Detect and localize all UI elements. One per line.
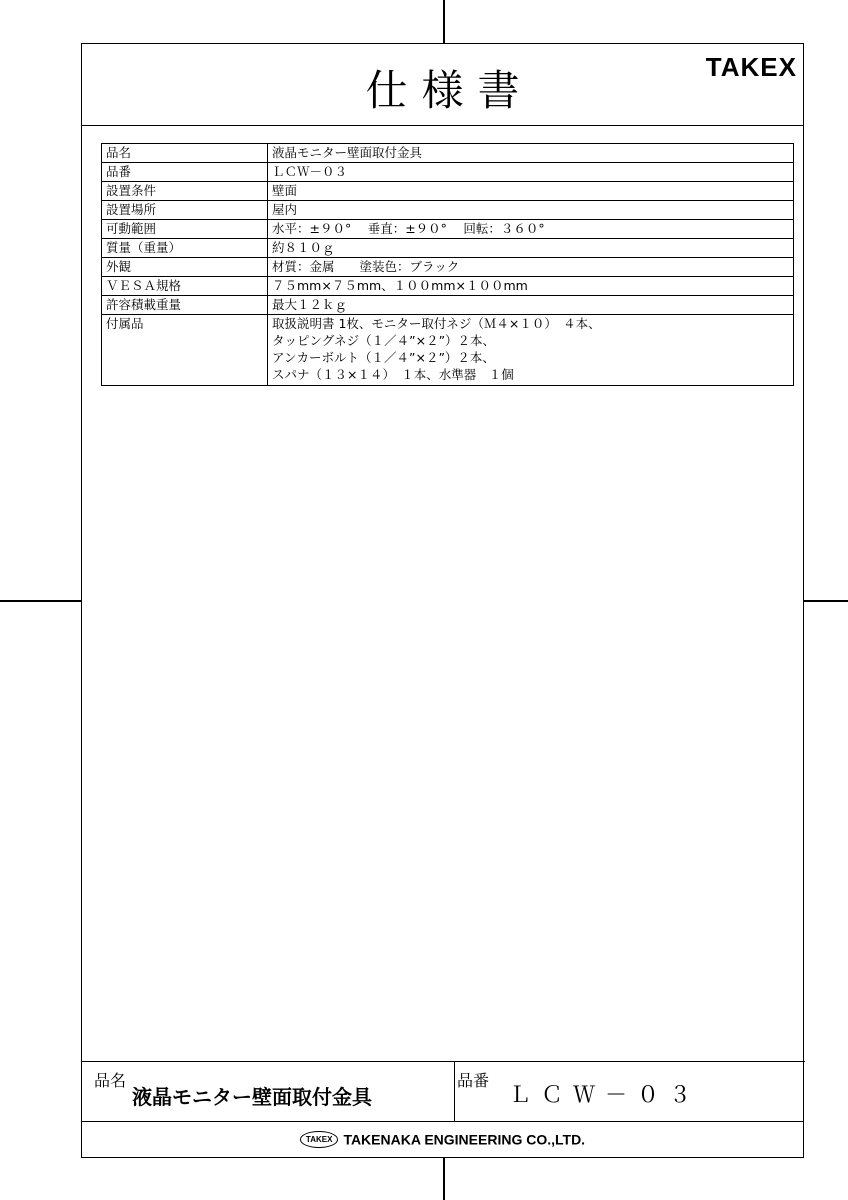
row-value: 水平：±９０° 垂直：±９０° 回転：３６０° xyxy=(268,220,794,239)
table-row xyxy=(102,201,794,220)
crop-mark-left xyxy=(0,600,81,602)
row-value: 液晶モニター壁面取付金具 xyxy=(268,144,794,163)
row-value: ＬＣＷ－０３ xyxy=(268,163,794,182)
accessory-line: タッピングネジ（１／４”×２”）２本、 xyxy=(272,333,496,348)
row-label: 設置場所 xyxy=(102,201,268,220)
row-label: 可動範囲 xyxy=(102,220,268,239)
row-label: 質量（重量） xyxy=(102,239,268,258)
footer-number-value: ＬＣＷ－０３ xyxy=(509,1083,702,1108)
row-value: 壁面 xyxy=(268,182,794,201)
takex-oval-logo: TAKEX xyxy=(300,1131,339,1148)
row-value: 材質：金属 塗装色：ブラック xyxy=(268,258,794,277)
company-bar xyxy=(82,1121,803,1158)
row-value: 約８１０ｇ xyxy=(268,239,794,258)
row-label: 外観 xyxy=(102,258,268,277)
header xyxy=(82,44,803,126)
document-title: 仕様書 xyxy=(365,66,534,115)
footer-product-number xyxy=(455,1061,805,1121)
footer-number-label: 品番 xyxy=(457,1071,490,1090)
row-label: 付属品 xyxy=(102,315,268,386)
company-name: TAKENAKA ENGINEERING CO.,LTD. xyxy=(343,1131,586,1148)
row-label: 許容積載重量 xyxy=(102,296,268,315)
table-row xyxy=(102,296,794,315)
footer-name-label: 品名 xyxy=(94,1071,127,1090)
brand-logo: TAKEX xyxy=(705,52,797,82)
table-row xyxy=(102,258,794,277)
footer-product-name xyxy=(82,1061,455,1121)
accessory-line: アンカーボルト（１／４”×２”）２本、 xyxy=(272,350,495,365)
spec-table xyxy=(101,143,794,386)
row-value: 屋内 xyxy=(268,201,794,220)
table-row xyxy=(102,239,794,258)
row-label: 設置条件 xyxy=(102,182,268,201)
row-value: 最大１２ｋｇ xyxy=(268,296,794,315)
company-block xyxy=(82,1130,803,1148)
row-label: 品名 xyxy=(102,144,268,163)
accessory-line: スパナ（１３×１４） １本、水準器 １個 xyxy=(272,367,514,382)
row-label: 品番 xyxy=(102,163,268,182)
crop-mark-bottom xyxy=(443,1158,445,1200)
row-value: ７５mm×７５mm、１００mm×１００mm xyxy=(268,277,794,296)
crop-mark-right xyxy=(804,600,848,602)
footer-name-value: 液晶モニター壁面取付金具 xyxy=(132,1085,372,1109)
table-row xyxy=(102,144,794,163)
table-row xyxy=(102,163,794,182)
table-row xyxy=(102,182,794,201)
specification-sheet xyxy=(81,43,804,1158)
table-row xyxy=(102,220,794,239)
crop-mark-top xyxy=(443,0,445,43)
accessories-list xyxy=(268,315,794,386)
row-label: ＶＥＳＡ規格 xyxy=(102,277,268,296)
table-row xyxy=(102,277,794,296)
table-row-accessories xyxy=(102,315,794,386)
accessory-line: 取扱説明書 1枚、モニター取付ネジ（Ｍ４×１０） ４本、 xyxy=(272,316,601,331)
